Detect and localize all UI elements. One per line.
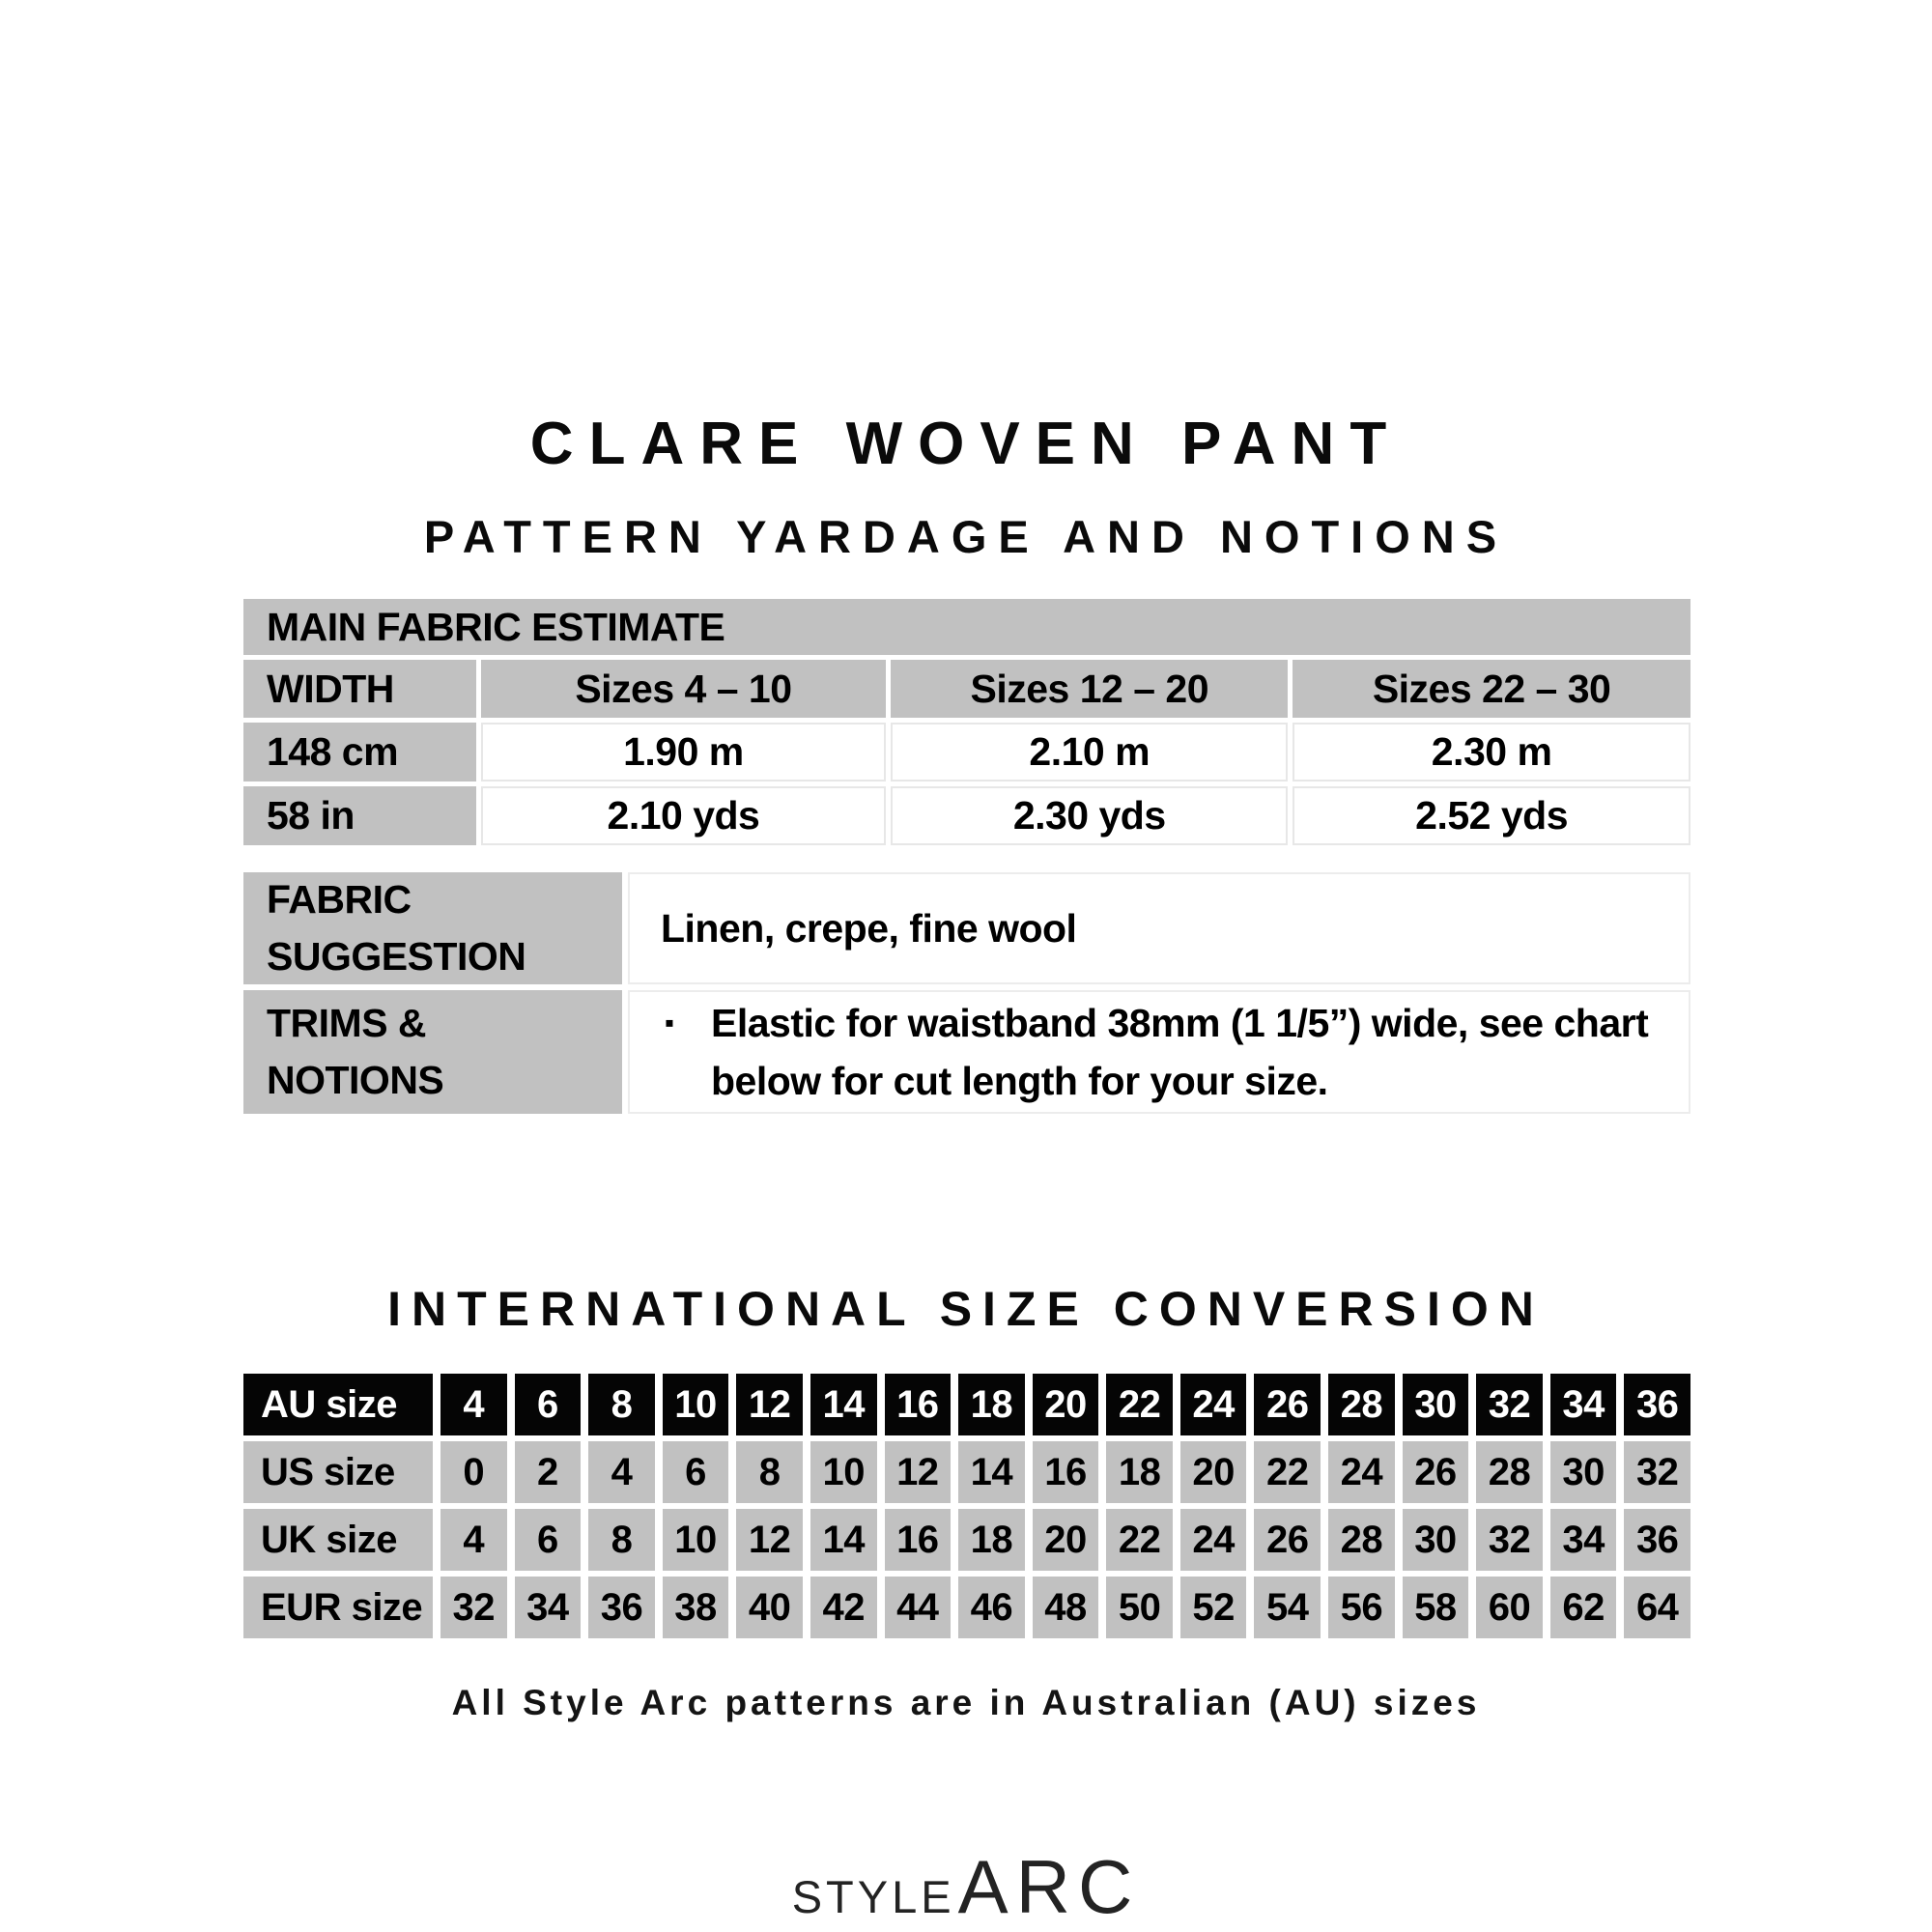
fabric-col-size-header: Sizes 4 – 10 xyxy=(481,660,887,718)
size-value-cell: 22 xyxy=(1106,1509,1173,1571)
size-value-cell: 50 xyxy=(1106,1577,1173,1638)
size-value-cell: 14 xyxy=(810,1374,877,1435)
size-value-cell: 36 xyxy=(588,1577,655,1638)
size-row-label: UK size xyxy=(243,1509,433,1571)
size-value-cell: 0 xyxy=(440,1441,507,1503)
size-value-cell: 10 xyxy=(663,1509,729,1571)
size-value-cell: 20 xyxy=(1033,1509,1099,1571)
size-value-cell: 22 xyxy=(1106,1374,1173,1435)
size-value-cell: 32 xyxy=(1476,1374,1543,1435)
style-arc-logo xyxy=(0,1843,1932,1931)
size-value-cell: 22 xyxy=(1254,1441,1321,1503)
logo-arc-text: ARC xyxy=(957,1844,1141,1929)
size-value-cell: 6 xyxy=(515,1509,582,1571)
size-row-label: AU size xyxy=(243,1374,433,1435)
size-value-cell: 12 xyxy=(885,1441,952,1503)
trims-notions-label-text: TRIMS & NOTIONS xyxy=(267,1000,444,1102)
size-value-cell: 46 xyxy=(958,1577,1025,1638)
size-value-cell: 20 xyxy=(1033,1374,1099,1435)
size-value-cell: 24 xyxy=(1328,1441,1395,1503)
size-value-cell: 44 xyxy=(885,1577,952,1638)
fabric-yardage-cell: 2.10 yds xyxy=(481,786,887,845)
size-value-cell: 26 xyxy=(1254,1509,1321,1571)
size-value-cell: 4 xyxy=(440,1509,507,1571)
fabric-col-size-header: Sizes 22 – 30 xyxy=(1293,660,1690,718)
size-value-cell: 8 xyxy=(588,1374,655,1435)
bullet-square-icon: ▪ xyxy=(665,1008,674,1037)
size-value-cell: 34 xyxy=(1550,1509,1617,1571)
size-value-cell: 56 xyxy=(1328,1577,1395,1638)
size-value-cell: 26 xyxy=(1403,1441,1469,1503)
size-value-cell: 24 xyxy=(1180,1374,1247,1435)
fabric-suggestion-label xyxy=(243,872,622,984)
size-value-cell: 6 xyxy=(515,1374,582,1435)
size-value-cell: 64 xyxy=(1624,1577,1690,1638)
size-row-label: US size xyxy=(243,1441,433,1503)
fabric-suggestion-label-text: FABRIC SUGGESTION xyxy=(267,876,526,979)
fabric-yardage-cell: 2.30 yds xyxy=(891,786,1288,845)
page-subtitle: PATTERN YARDAGE AND NOTIONS xyxy=(423,511,1509,562)
fabric-table-header: MAIN FABRIC ESTIMATE xyxy=(243,599,1690,655)
size-value-cell: 24 xyxy=(1180,1509,1247,1571)
fabric-suggestion-value: Linen, crepe, fine wool xyxy=(628,872,1690,984)
fabric-col-width-header: WIDTH xyxy=(243,660,476,718)
size-value-cell: 36 xyxy=(1624,1509,1690,1571)
size-value-cell: 16 xyxy=(885,1374,952,1435)
size-value-cell: 36 xyxy=(1624,1374,1690,1435)
size-value-cell: 32 xyxy=(1624,1441,1690,1503)
size-value-cell: 34 xyxy=(1550,1374,1617,1435)
page-title: CLARE WOVEN PANT xyxy=(529,411,1403,477)
fabric-yardage-cell: 2.52 yds xyxy=(1293,786,1690,845)
size-value-cell: 8 xyxy=(588,1509,655,1571)
size-value-cell: 2 xyxy=(515,1441,582,1503)
size-value-cell: 10 xyxy=(810,1441,877,1503)
fabric-row-label: 148 cm xyxy=(243,723,476,781)
size-value-cell: 4 xyxy=(588,1441,655,1503)
size-value-cell: 32 xyxy=(440,1577,507,1638)
size-value-cell: 20 xyxy=(1180,1441,1247,1503)
size-value-cell: 34 xyxy=(515,1577,582,1638)
size-value-cell: 42 xyxy=(810,1577,877,1638)
size-value-cell: 32 xyxy=(1476,1509,1543,1571)
size-value-cell: 4 xyxy=(440,1374,507,1435)
size-value-cell: 30 xyxy=(1403,1374,1469,1435)
size-value-cell: 40 xyxy=(736,1577,803,1638)
sizes-footnote: All Style Arc patterns are in Australian (AU) sizes xyxy=(451,1683,1481,1722)
size-value-cell: 58 xyxy=(1403,1577,1469,1638)
size-value-cell: 16 xyxy=(1033,1441,1099,1503)
size-value-cell: 12 xyxy=(736,1374,803,1435)
size-value-cell: 62 xyxy=(1550,1577,1617,1638)
size-value-cell: 28 xyxy=(1476,1441,1543,1503)
size-value-cell: 10 xyxy=(663,1374,729,1435)
size-value-cell: 8 xyxy=(736,1441,803,1503)
size-value-cell: 26 xyxy=(1254,1374,1321,1435)
size-value-cell: 18 xyxy=(958,1509,1025,1571)
size-value-cell: 18 xyxy=(958,1374,1025,1435)
size-value-cell: 16 xyxy=(885,1509,952,1571)
size-row-label: EUR size xyxy=(243,1577,433,1638)
size-value-cell: 38 xyxy=(663,1577,729,1638)
size-value-cell: 14 xyxy=(958,1441,1025,1503)
fabric-row-label: 58 in xyxy=(243,786,476,845)
size-value-cell: 30 xyxy=(1550,1441,1617,1503)
size-value-cell: 12 xyxy=(736,1509,803,1571)
size-value-cell: 30 xyxy=(1403,1509,1469,1571)
size-value-cell: 6 xyxy=(663,1441,729,1503)
size-value-cell: 54 xyxy=(1254,1577,1321,1638)
fabric-yardage-cell: 1.90 m xyxy=(481,723,887,781)
fabric-yardage-cell: 2.30 m xyxy=(1293,723,1690,781)
trims-notions-label xyxy=(243,990,622,1114)
fabric-info-table xyxy=(243,872,1690,1114)
logo-style-text: STYLE xyxy=(791,1871,955,1922)
trims-bullet-item xyxy=(630,994,1687,1110)
fabric-yardage-cell: 2.10 m xyxy=(891,723,1288,781)
size-value-cell: 28 xyxy=(1328,1509,1395,1571)
trims-notions-text: Elastic for waistband 38mm (1 1/5”) wide, see chart below for cut length for your size. xyxy=(711,1001,1649,1103)
size-value-cell: 48 xyxy=(1033,1577,1099,1638)
trims-notions-value xyxy=(628,990,1690,1114)
size-conversion-heading: INTERNATIONAL SIZE CONVERSION xyxy=(387,1282,1545,1336)
size-conversion-table xyxy=(243,1374,1690,1638)
fabric-col-size-header: Sizes 12 – 20 xyxy=(891,660,1288,718)
size-value-cell: 14 xyxy=(810,1509,877,1571)
fabric-estimate-table xyxy=(243,599,1690,845)
size-value-cell: 60 xyxy=(1476,1577,1543,1638)
size-value-cell: 52 xyxy=(1180,1577,1247,1638)
size-value-cell: 18 xyxy=(1106,1441,1173,1503)
size-value-cell: 28 xyxy=(1328,1374,1395,1435)
